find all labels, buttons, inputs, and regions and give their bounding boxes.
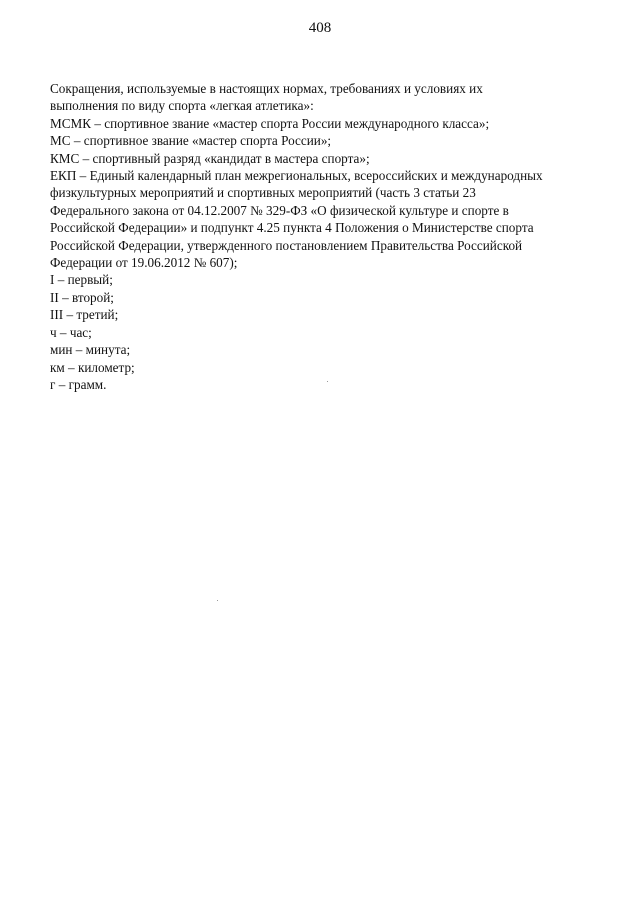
text-line-second: II – второй;: [50, 289, 114, 305]
text-line-ekp-4: Российской Федерации» и подпункт 4.25 пункта 4 Положения о Министерстве спорта: [50, 220, 534, 236]
text-line-gram: г – грамм.: [50, 376, 107, 392]
scan-speck: [327, 381, 328, 382]
text-line-third: III – третий;: [50, 307, 119, 323]
text-line-intro-2: выполнения по виду спорта «легкая атлетика»:: [50, 98, 314, 114]
text-line-hour: ч – час;: [50, 324, 92, 340]
text-line-kilometer: км – километр;: [50, 359, 135, 375]
abbreviations-text: [50, 80, 550, 393]
text-line-ms: МС – спортивное звание «мастер спорта России»;: [50, 133, 332, 149]
text-line-ekp-3: Федерального закона от 04.12.2007 № 329-ФЗ «О физической культуре и спорте в: [50, 202, 509, 218]
text-line-kms: КМС – спортивный разряд «кандидат в мастера спорта»;: [50, 150, 370, 166]
text-line-first: I – первый;: [50, 272, 113, 288]
scan-speck: [217, 600, 218, 601]
text-line-ekp-6: Федерации от 19.06.2012 № 607);: [50, 255, 238, 271]
text-line-ekp-5: Российской Федерации, утвержденного постановлением Правительства Российской: [50, 237, 523, 253]
page-number: 408: [308, 20, 332, 36]
text-line-ekp-2: физкультурных мероприятий и спортивных мероприятий (часть 3 статьи 23: [50, 185, 476, 201]
text-line-minute: мин – минута;: [50, 342, 131, 358]
text-line-ekp-1: ЕКП – Единый календарный план межрегиональных, всероссийских и международных: [50, 168, 543, 184]
text-line-msmk: МСМК – спортивное звание «мастер спорта России международного класса»;: [50, 115, 490, 131]
text-line-intro-1: Сокращения, используемые в настоящих нормах, требованиях и условиях их: [50, 81, 483, 96]
